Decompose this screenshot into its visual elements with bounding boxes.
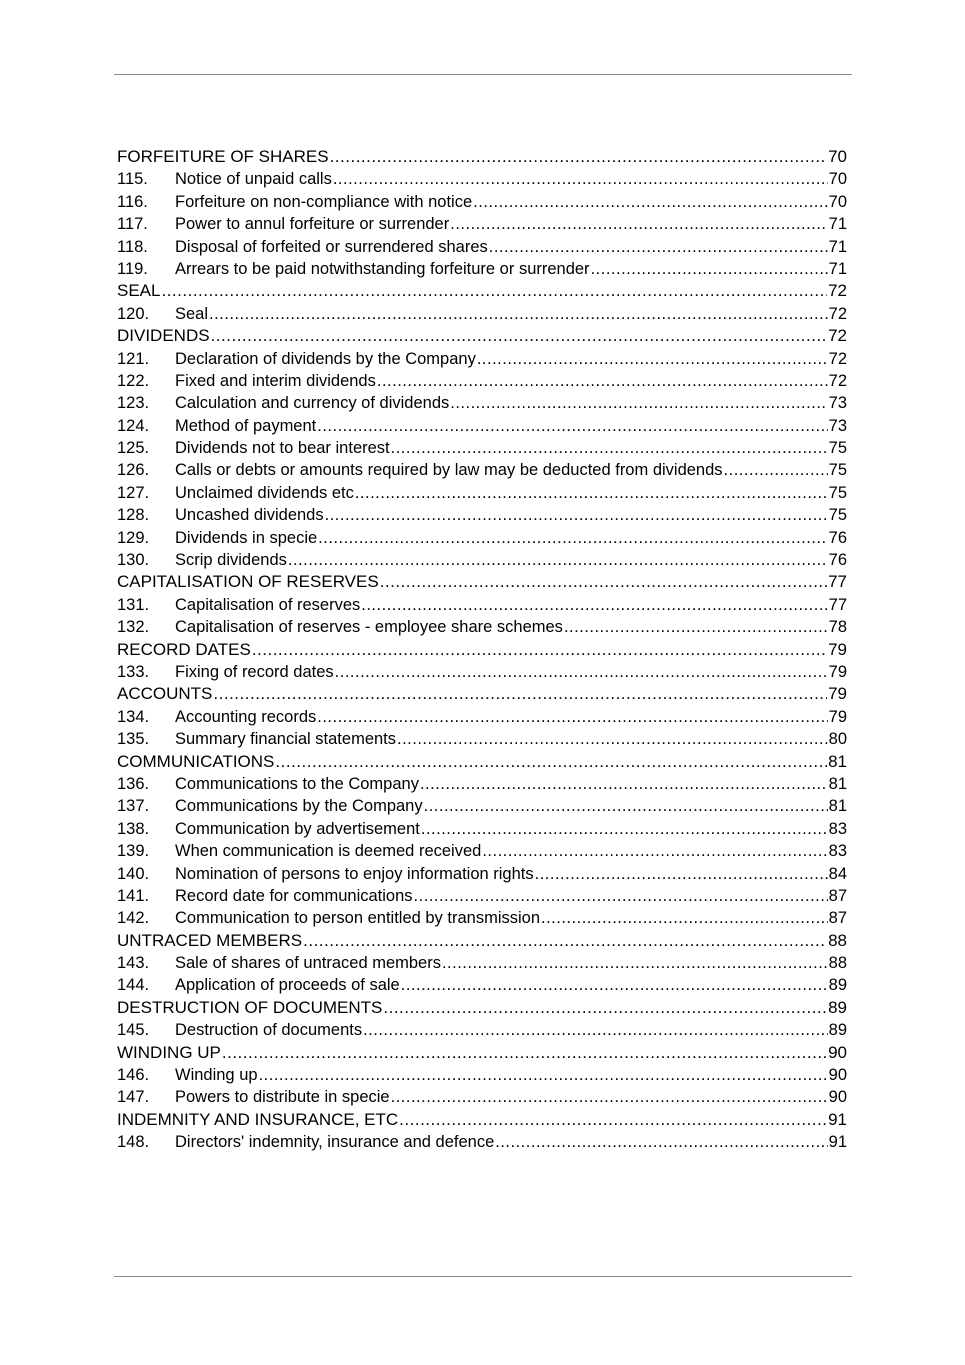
toc-entry-number: 139. — [117, 842, 150, 861]
dot-leader — [564, 616, 828, 638]
dot-leader — [477, 348, 828, 370]
toc-entry-number: 142. — [117, 909, 150, 928]
toc-entry-number: 117. — [117, 215, 148, 234]
toc-entry-title: Fixed and interim dividends — [175, 371, 376, 390]
toc-entry-number: 148. — [117, 1133, 150, 1152]
toc-entry-title: Summary financial statements — [175, 730, 397, 749]
toc-page-number: 90 — [828, 1088, 847, 1107]
toc-page-number: 75 — [828, 506, 847, 525]
toc-page-number: 72 — [828, 304, 847, 323]
toc-section-heading[interactable] — [117, 997, 847, 1019]
toc-entry-title: Communications to the Company — [175, 774, 419, 793]
toc-entry[interactable] — [117, 616, 847, 638]
dot-leader — [442, 952, 828, 974]
toc-entry-title: Method of payment — [175, 416, 317, 435]
toc-entry[interactable] — [117, 773, 847, 795]
toc-entry[interactable] — [117, 549, 847, 571]
dot-leader — [317, 415, 827, 437]
toc-entry-number: 136. — [117, 774, 150, 793]
toc-section-heading[interactable] — [117, 930, 847, 952]
toc-entry-number: 122. — [117, 371, 150, 390]
toc-page-number: 77 — [828, 595, 847, 614]
dot-leader — [211, 325, 828, 347]
toc-entry[interactable] — [117, 818, 847, 840]
toc-heading-title: SEAL — [117, 281, 161, 301]
toc-entry[interactable] — [117, 303, 847, 325]
toc-entry[interactable] — [117, 840, 847, 862]
toc-entry[interactable] — [117, 236, 847, 258]
dot-leader — [391, 1086, 828, 1108]
toc-page-number: 71 — [828, 237, 847, 256]
toc-entry[interactable] — [117, 1019, 847, 1041]
toc-entry-number: 128. — [117, 506, 150, 525]
toc-page-number: 77 — [828, 572, 847, 592]
toc-entry-number: 137. — [117, 797, 150, 816]
footer-rule — [114, 1276, 852, 1277]
dot-leader — [222, 1042, 827, 1064]
toc-page-number: 83 — [828, 819, 847, 838]
toc-entry-number: 146. — [117, 1066, 150, 1085]
toc-entry-number: 132. — [117, 618, 150, 637]
toc-entry-title: Forfeiture on non-compliance with notice — [175, 192, 473, 211]
toc-entry-number: 141. — [117, 886, 150, 905]
toc-entry[interactable] — [117, 952, 847, 974]
toc-entry-title: Dividends in specie — [175, 528, 318, 547]
toc-page-number: 81 — [828, 797, 847, 816]
toc-entry-title: Accounting records — [175, 707, 317, 726]
toc-entry-title: Declaration of dividends by the Company — [175, 349, 476, 368]
toc-page-number: 83 — [828, 842, 847, 861]
toc-page-number: 87 — [828, 909, 847, 928]
header-rule — [114, 74, 852, 75]
toc-page-number: 73 — [828, 394, 847, 413]
toc-section-heading[interactable] — [117, 1109, 847, 1131]
toc-entry[interactable] — [117, 706, 847, 728]
toc-page-number: 79 — [828, 639, 847, 659]
toc-entry[interactable] — [117, 370, 847, 392]
toc-entry-number: 127. — [117, 483, 150, 502]
toc-entry-title: Disposal of forfeited or surrendered shares — [175, 237, 488, 256]
toc-page-number: 75 — [828, 461, 847, 480]
dot-leader — [325, 504, 828, 526]
toc-entry-title: Unclaimed dividends etc — [175, 483, 354, 502]
dot-leader — [591, 258, 828, 280]
dot-leader — [401, 974, 828, 996]
toc-entry-title: Destruction of documents — [175, 1021, 363, 1040]
dot-leader — [330, 146, 828, 168]
toc-heading-title: INDEMNITY AND INSURANCE, ETC — [117, 1109, 399, 1129]
dot-leader — [489, 236, 828, 258]
toc-heading-title: WINDING UP — [117, 1042, 221, 1062]
dot-leader — [288, 549, 828, 571]
toc-page-number: 81 — [828, 774, 847, 793]
toc-page-number: 72 — [828, 371, 847, 390]
dot-leader — [355, 482, 828, 504]
dot-leader — [420, 773, 828, 795]
toc-entry-title: Notice of unpaid calls — [175, 170, 332, 189]
toc-page-number: 75 — [828, 439, 847, 458]
toc-section-heading[interactable] — [117, 1042, 847, 1064]
toc-entry-title: Calls or debts or amounts required by law may be deducted from dividends — [175, 461, 723, 480]
toc-entry[interactable] — [117, 348, 847, 370]
toc-page-number: 80 — [828, 730, 847, 749]
dot-leader — [209, 303, 828, 325]
toc-heading-title: UNTRACED MEMBERS — [117, 930, 303, 950]
table-of-contents — [117, 146, 847, 1154]
toc-entry-number: 140. — [117, 864, 150, 883]
toc-page-number: 84 — [828, 864, 847, 883]
toc-entry-title: Sale of shares of untraced members — [175, 954, 441, 973]
toc-entry[interactable] — [117, 191, 847, 213]
toc-entry-number: 145. — [117, 1021, 150, 1040]
toc-entry-number: 144. — [117, 976, 150, 995]
toc-entry-title: Record date for communications — [175, 886, 413, 905]
dot-leader — [535, 863, 828, 885]
dot-leader — [414, 885, 828, 907]
dot-leader — [383, 997, 827, 1019]
toc-entry[interactable] — [117, 1064, 847, 1086]
toc-entry[interactable] — [117, 795, 847, 817]
toc-page-number: 91 — [828, 1133, 847, 1152]
dot-leader — [473, 191, 827, 213]
toc-entry-number: 126. — [117, 461, 150, 480]
toc-page-number: 70 — [828, 170, 847, 189]
toc-page-number: 75 — [828, 483, 847, 502]
toc-heading-title: CAPITALISATION OF RESERVES — [117, 572, 379, 592]
toc-entry-title: When communication is deemed received — [175, 842, 482, 861]
toc-entry-title: Calculation and currency of dividends — [175, 394, 450, 413]
toc-heading-title: FORFEITURE OF SHARES — [117, 147, 329, 166]
toc-entry[interactable] — [117, 661, 847, 683]
toc-entry-number: 115. — [117, 170, 148, 189]
toc-entry-number: 130. — [117, 551, 150, 570]
dot-leader — [724, 459, 828, 481]
dot-leader — [377, 370, 828, 392]
dot-leader — [275, 751, 827, 773]
toc-entry-title: Seal — [175, 304, 209, 323]
toc-entry[interactable] — [117, 863, 847, 885]
toc-entry[interactable] — [117, 415, 847, 437]
toc-entry[interactable] — [117, 907, 847, 929]
toc-entry[interactable] — [117, 504, 847, 526]
toc-entry-number: 124. — [117, 416, 150, 435]
toc-entry-title: Application of proceeds of sale — [175, 976, 400, 995]
toc-entry[interactable] — [117, 594, 847, 616]
toc-page-number: 88 — [828, 930, 847, 950]
toc-entry[interactable] — [117, 974, 847, 996]
dot-leader — [317, 706, 827, 728]
toc-entry-number: 118. — [117, 237, 148, 256]
toc-page-number: 70 — [828, 147, 847, 166]
toc-entry[interactable] — [117, 885, 847, 907]
toc-section-heading[interactable] — [117, 280, 847, 302]
toc-page-number: 79 — [828, 662, 847, 681]
toc-section-heading[interactable] — [117, 639, 847, 661]
toc-page-number: 71 — [828, 215, 847, 234]
toc-entry[interactable] — [117, 392, 847, 414]
dot-leader — [424, 795, 828, 817]
toc-page-number: 76 — [828, 551, 847, 570]
toc-entry-title: Capitalisation of reserves - employee share schemes — [175, 618, 563, 637]
toc-page-number: 72 — [828, 349, 847, 368]
toc-page-number: 72 — [828, 326, 847, 346]
toc-page-number: 87 — [828, 886, 847, 905]
toc-entry-title: Uncashed dividends — [175, 506, 324, 525]
toc-entry-title: Directors' indemnity, insurance and defence — [175, 1133, 495, 1152]
toc-entry[interactable] — [117, 728, 847, 750]
toc-entry[interactable] — [117, 168, 847, 190]
toc-entry-title: Capitalisation of reserves — [175, 595, 361, 614]
dot-leader — [421, 818, 828, 840]
dot-leader — [391, 437, 828, 459]
toc-entry-title: Communication to person entitled by transmission — [175, 909, 541, 928]
toc-page-number: 89 — [828, 976, 847, 995]
toc-entry[interactable] — [117, 482, 847, 504]
toc-heading-title: DIVIDENDS — [117, 326, 210, 346]
toc-entry[interactable] — [117, 437, 847, 459]
dot-leader — [303, 930, 827, 952]
toc-page-number: 88 — [828, 954, 847, 973]
toc-entry-title: Nomination of persons to enjoy information rights — [175, 864, 534, 883]
toc-entry[interactable] — [117, 258, 847, 280]
dot-leader — [495, 1131, 827, 1153]
dot-leader — [363, 1019, 828, 1041]
toc-entry-title: Arrears to be paid notwithstanding forfeiture or surrender — [175, 259, 590, 278]
dot-leader — [380, 571, 827, 593]
toc-page-number: 91 — [828, 1109, 847, 1129]
toc-section-heading[interactable] — [117, 571, 847, 593]
toc-entry-number: 135. — [117, 730, 150, 749]
dot-leader — [450, 392, 827, 414]
toc-entry-title: Winding up — [175, 1066, 258, 1085]
toc-entry-number: 116. — [117, 192, 148, 211]
dot-leader — [450, 213, 827, 235]
toc-entry-number: 123. — [117, 394, 150, 413]
toc-entry-number: 120. — [117, 304, 150, 323]
dot-leader — [335, 661, 828, 683]
toc-page-number: 73 — [828, 416, 847, 435]
toc-heading-title: COMMUNICATIONS — [117, 751, 275, 771]
toc-page-number: 79 — [828, 707, 847, 726]
toc-entry[interactable] — [117, 527, 847, 549]
toc-entry-title: Dividends not to bear interest — [175, 439, 390, 458]
toc-page-number: 72 — [828, 281, 847, 301]
dot-leader — [333, 168, 828, 190]
toc-entry[interactable] — [117, 459, 847, 481]
toc-page-number: 76 — [828, 528, 847, 547]
toc-entry-number: 125. — [117, 439, 150, 458]
toc-page-number: 78 — [828, 618, 847, 637]
toc-entry-title: Communication by advertisement — [175, 819, 420, 838]
dot-leader — [259, 1064, 828, 1086]
toc-entry[interactable] — [117, 1086, 847, 1108]
toc-page-number: 90 — [828, 1066, 847, 1085]
dot-leader — [161, 280, 827, 302]
toc-section-heading[interactable] — [117, 751, 847, 773]
toc-section-heading[interactable] — [117, 325, 847, 347]
toc-entry-number: 147. — [117, 1088, 150, 1107]
toc-entry-title: Communications by the Company — [175, 797, 423, 816]
dot-leader — [399, 1109, 827, 1131]
toc-entry-number: 131. — [117, 595, 150, 614]
toc-heading-title: DESTRUCTION OF DOCUMENTS — [117, 997, 383, 1017]
toc-page-number: 90 — [828, 1042, 847, 1062]
toc-page-number: 81 — [828, 751, 847, 771]
toc-entry-title: Fixing of record dates — [175, 662, 334, 681]
dot-leader — [213, 683, 827, 705]
toc-entry[interactable] — [117, 1131, 847, 1153]
toc-page-number: 89 — [828, 997, 847, 1017]
toc-entry-number: 119. — [117, 259, 148, 278]
toc-entry-title: Power to annul forfeiture or surrender — [175, 215, 450, 234]
toc-entry-number: 133. — [117, 662, 150, 681]
toc-entry-number: 143. — [117, 954, 150, 973]
toc-entry-number: 134. — [117, 707, 150, 726]
toc-page-number: 71 — [828, 259, 847, 278]
toc-page-number: 89 — [828, 1021, 847, 1040]
toc-heading-title: RECORD DATES — [117, 639, 251, 659]
toc-entry-number: 138. — [117, 819, 150, 838]
dot-leader — [397, 728, 828, 750]
toc-page-number: 70 — [828, 192, 847, 211]
toc-entry-title: Scrip dividends — [175, 551, 287, 570]
toc-section-heading[interactable] — [117, 683, 847, 705]
dot-leader — [252, 639, 827, 661]
dot-leader — [318, 527, 827, 549]
toc-entry-number: 129. — [117, 528, 150, 547]
dot-leader — [541, 907, 828, 929]
toc-entry-number: 121. — [117, 349, 150, 368]
dot-leader — [482, 840, 827, 862]
toc-entry-title: Powers to distribute in specie — [175, 1088, 390, 1107]
toc-heading-title: ACCOUNTS — [117, 684, 213, 704]
toc-entry[interactable] — [117, 213, 847, 235]
dot-leader — [361, 594, 827, 616]
toc-section-heading[interactable] — [117, 146, 847, 168]
toc-page-number: 79 — [828, 684, 847, 704]
